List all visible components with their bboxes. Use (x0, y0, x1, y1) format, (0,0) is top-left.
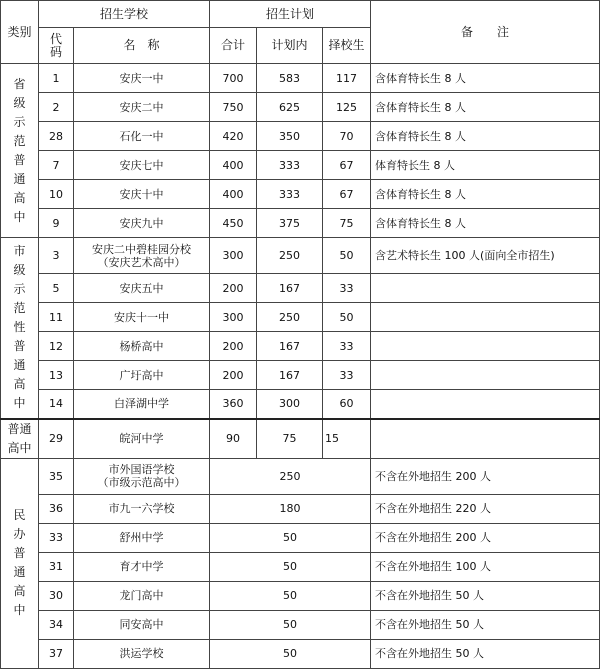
school-name-line: 安庆五中 (119, 281, 164, 295)
remark-cell (371, 303, 600, 332)
code-header-line-1: 代 (49, 31, 62, 46)
school-name-line: 洪运学校 (119, 647, 164, 660)
school-name-line: 安庆七中 (119, 158, 164, 172)
category-char: 级 (13, 263, 26, 278)
in-plan-cell: 167 (257, 361, 323, 390)
select-cell: 33 (323, 332, 371, 361)
school-name-line: 舒州中学 (119, 531, 164, 544)
category-char: 中 (13, 396, 26, 411)
in-plan-cell: 583 (257, 64, 323, 93)
code-cell: 7 (39, 151, 74, 180)
category-char: 中 (13, 209, 26, 224)
plan-cell: 50 (210, 552, 371, 581)
school-name-line: 育才中学 (119, 560, 164, 573)
school-name-cell (74, 122, 210, 151)
school-name-line: 市外国语学校 (108, 463, 175, 476)
school-name-line: 龙门高中 (119, 589, 164, 602)
remark-header: 备 注 (371, 1, 600, 64)
name-header: 名 称 (74, 28, 210, 64)
category-cell (1, 419, 39, 459)
remark-cell (371, 390, 600, 419)
total-cell: 300 (210, 303, 257, 332)
code-header (39, 28, 74, 64)
in-plan-cell: 75 (257, 419, 323, 459)
code-cell: 12 (39, 332, 74, 361)
school-name-cell (74, 581, 210, 610)
code-cell: 10 (39, 180, 74, 209)
code-cell: 35 (39, 458, 74, 494)
plan-cell: 50 (210, 610, 371, 639)
remark-cell (371, 332, 600, 361)
select-cell: 15 (323, 419, 371, 459)
school-name-cell (74, 390, 210, 419)
school-name-cell (74, 610, 210, 639)
code-cell: 11 (39, 303, 74, 332)
school-name-cell (74, 303, 210, 332)
remark-cell (371, 361, 600, 390)
code-cell: 33 (39, 523, 74, 552)
total-cell: 200 (210, 361, 257, 390)
total-cell: 200 (210, 332, 257, 361)
code-cell: 36 (39, 494, 74, 523)
category-char: 范 (13, 133, 26, 148)
table-row (1, 64, 600, 93)
code-cell: 3 (39, 238, 74, 274)
in-plan-cell: 350 (257, 122, 323, 151)
total-cell: 700 (210, 64, 257, 93)
school-name-line: 同安高中 (119, 618, 164, 631)
code-cell: 5 (39, 274, 74, 303)
category-char: 中 (13, 603, 26, 617)
school-name-cell (74, 458, 210, 494)
category-cell (1, 64, 39, 238)
total-cell: 450 (210, 209, 257, 238)
school-name-cell (74, 419, 210, 459)
select-cell: 33 (323, 361, 371, 390)
category-char: 高 (13, 584, 26, 598)
school-name-line: 安庆十一中 (114, 310, 169, 324)
code-header-line-2: 码 (49, 44, 62, 59)
category-char: 高 (13, 377, 26, 392)
remark-cell: 含体育特长生 8 人 (371, 122, 600, 151)
select-header: 择校生 (323, 28, 371, 64)
category-cell (1, 238, 39, 419)
in-plan-cell: 250 (257, 238, 323, 274)
category-header: 类别 (1, 1, 39, 64)
school-name-line: （市级示范高中） (97, 476, 186, 489)
table-row (1, 303, 600, 332)
table-row (1, 332, 600, 361)
total-cell: 360 (210, 390, 257, 419)
school-name-cell (74, 552, 210, 581)
code-cell: 30 (39, 581, 74, 610)
category-char: 普通 (7, 421, 32, 436)
school-name-line: 安庆九中 (119, 216, 164, 230)
remark-cell: 含体育特长生 8 人 (371, 209, 600, 238)
school-name-cell (74, 238, 210, 274)
remark-cell: 含艺术特长生 100 人(面向全市招生) (371, 238, 600, 274)
category-char: 通 (13, 358, 26, 373)
code-cell: 9 (39, 209, 74, 238)
plan-cell: 50 (210, 639, 371, 668)
table-row (1, 390, 600, 419)
category-char: 普 (13, 546, 26, 560)
code-cell: 13 (39, 361, 74, 390)
table-row (1, 93, 600, 122)
table-row (1, 151, 600, 180)
total-cell: 400 (210, 180, 257, 209)
school-name-line: 白泽湖中学 (114, 397, 169, 411)
category-char: 示 (13, 282, 26, 297)
remark-cell: 不含在外地招生 50 人 (371, 610, 600, 639)
category-char: 高 (13, 190, 26, 205)
category-char: 省 (13, 76, 26, 91)
remark-cell: 含体育特长生 8 人 (371, 180, 600, 209)
school-name-line: 安庆一中 (119, 71, 164, 85)
code-cell: 2 (39, 93, 74, 122)
school-name-cell (74, 180, 210, 209)
code-cell: 1 (39, 64, 74, 93)
school-name-line: 石化一中 (119, 129, 164, 143)
category-char: 通 (13, 565, 26, 579)
school-name-line: 安庆二中碧桂园分校 (92, 242, 191, 256)
school-name-cell (74, 639, 210, 668)
table-row (1, 419, 600, 459)
in-plan-cell: 625 (257, 93, 323, 122)
plan-group-header: 招生计划 (210, 1, 371, 28)
remark-cell: 不含在外地招生 200 人 (371, 458, 600, 494)
remark-cell: 不含在外地招生 50 人 (371, 639, 600, 668)
table-row (1, 610, 600, 639)
category-char: 市 (13, 244, 26, 259)
remark-cell (371, 274, 600, 303)
total-header: 合计 (210, 28, 257, 64)
select-cell: 50 (323, 238, 371, 274)
school-name-cell (74, 64, 210, 93)
total-cell: 420 (210, 122, 257, 151)
table-row (1, 458, 600, 494)
select-cell: 117 (323, 64, 371, 93)
school-name-cell (74, 494, 210, 523)
in-plan-cell: 300 (257, 390, 323, 419)
select-cell: 33 (323, 274, 371, 303)
remark-cell: 不含在外地招生 100 人 (371, 552, 600, 581)
total-cell: 400 (210, 151, 257, 180)
in-plan-header: 计划内 (257, 28, 323, 64)
code-cell: 34 (39, 610, 74, 639)
category-char: 民 (13, 508, 26, 522)
school-name-cell (74, 151, 210, 180)
select-cell: 75 (323, 209, 371, 238)
remark-cell: 不含在外地招生 200 人 (371, 523, 600, 552)
table-row (1, 581, 600, 610)
table-row (1, 523, 600, 552)
plan-cell: 50 (210, 581, 371, 610)
remark-cell: 含体育特长生 8 人 (371, 93, 600, 122)
remark-cell: 不含在外地招生 220 人 (371, 494, 600, 523)
total-cell: 90 (210, 419, 257, 459)
select-cell: 70 (323, 122, 371, 151)
category-char: 示 (13, 114, 26, 129)
in-plan-cell: 333 (257, 151, 323, 180)
remark-cell: 含体育特长生 8 人 (371, 64, 600, 93)
category-cell (1, 458, 39, 668)
school-name-cell (74, 209, 210, 238)
category-char: 高中 (7, 440, 32, 455)
school-name-line: 皖河中学 (119, 432, 164, 445)
school-name-cell (74, 274, 210, 303)
select-cell: 50 (323, 303, 371, 332)
category-char: 范 (13, 301, 26, 316)
school-name-cell (74, 361, 210, 390)
table-row (1, 238, 600, 274)
remark-cell: 体育特长生 8 人 (371, 151, 600, 180)
plan-cell: 50 (210, 523, 371, 552)
school-name-cell (74, 332, 210, 361)
table-row (1, 180, 600, 209)
in-plan-cell: 375 (257, 209, 323, 238)
select-cell: 125 (323, 93, 371, 122)
table-row (1, 552, 600, 581)
code-cell: 28 (39, 122, 74, 151)
category-char: 普 (13, 152, 26, 167)
select-cell: 67 (323, 180, 371, 209)
school-name-line: 杨桥高中 (119, 339, 164, 353)
select-cell: 67 (323, 151, 371, 180)
code-cell: 37 (39, 639, 74, 668)
school-name-line: （安庆艺术高中） (97, 255, 186, 269)
header-row-1 (1, 1, 600, 28)
category-char: 级 (13, 95, 26, 110)
school-name-cell (74, 93, 210, 122)
school-name-line: 广圩高中 (119, 368, 164, 382)
code-cell: 29 (39, 419, 74, 459)
total-cell: 300 (210, 238, 257, 274)
category-char: 性 (13, 320, 26, 335)
code-cell: 31 (39, 552, 74, 581)
school-group-header: 招生学校 (39, 1, 210, 28)
plan-cell: 250 (210, 458, 371, 494)
in-plan-cell: 250 (257, 303, 323, 332)
in-plan-cell: 167 (257, 274, 323, 303)
total-cell: 750 (210, 93, 257, 122)
table-row (1, 209, 600, 238)
category-char: 普 (13, 339, 26, 354)
school-name-line: 安庆二中 (119, 100, 164, 114)
in-plan-cell: 167 (257, 332, 323, 361)
school-name-line: 安庆十中 (119, 187, 164, 201)
table-row (1, 639, 600, 668)
plan-cell: 180 (210, 494, 371, 523)
school-name-cell (74, 523, 210, 552)
category-char: 通 (13, 171, 26, 186)
table-row (1, 274, 600, 303)
remark-cell (371, 419, 600, 459)
table-row (1, 361, 600, 390)
code-cell: 14 (39, 390, 74, 419)
table-row (1, 122, 600, 151)
remark-cell: 不含在外地招生 50 人 (371, 581, 600, 610)
table-row (1, 494, 600, 523)
in-plan-cell: 333 (257, 180, 323, 209)
total-cell: 200 (210, 274, 257, 303)
school-name-line: 市九一六学校 (108, 502, 175, 515)
select-cell: 60 (323, 390, 371, 419)
category-char: 办 (13, 527, 26, 541)
